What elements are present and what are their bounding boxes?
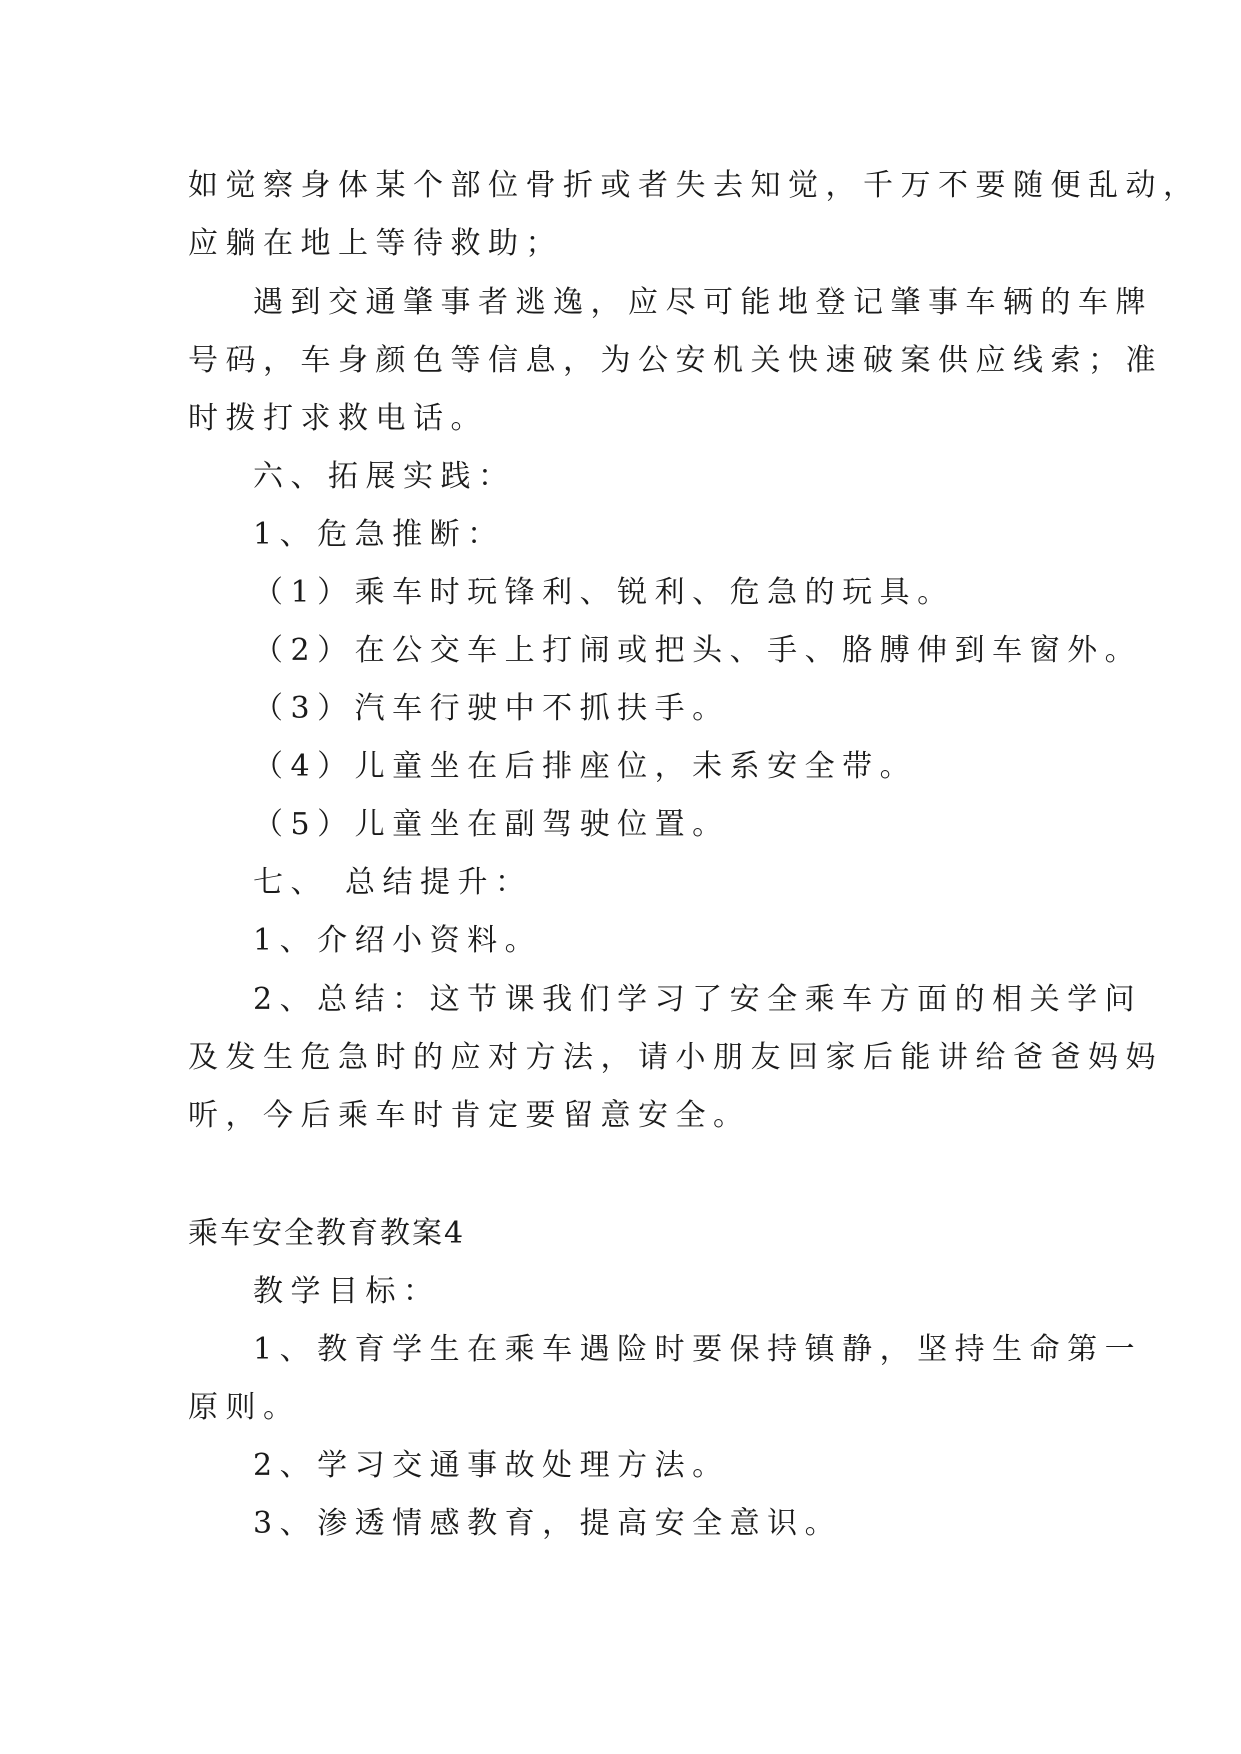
summary-item-2: 2、总结：这节课我们学习了安全乘车方面的相关学问 bbox=[253, 982, 1143, 1017]
list-item-4: （4）儿童坐在后排座位，未系安全带。 bbox=[253, 749, 918, 784]
section-heading-6: 六、拓展实践： bbox=[253, 459, 516, 494]
body-line-1: 如觉察身体某个部位骨折或者失去知觉，千万不要随便乱动， bbox=[188, 168, 1201, 203]
objective-3: 3、渗透情感教育，提高安全意识。 bbox=[253, 1506, 843, 1541]
section-heading-7: 七、 总结提升： bbox=[253, 865, 533, 900]
objective-1-cont: 原则。 bbox=[188, 1390, 301, 1425]
list-item-5: （5）儿童坐在副驾驶位置。 bbox=[253, 807, 730, 842]
lesson-title: 乘车安全教育教案4 bbox=[188, 1216, 466, 1251]
summary-item-2-cont-2: 听，今后乘车时肯定要留意安全。 bbox=[188, 1098, 751, 1133]
objective-2: 2、学习交通事故处理方法。 bbox=[253, 1448, 730, 1483]
list-item-3: （3）汽车行驶中不抓扶手。 bbox=[253, 691, 730, 726]
body-line-3: 遇到交通肇事者逃逸，应尽可能地登记肇事车辆的车牌 bbox=[253, 285, 1153, 320]
objective-1: 1、教育学生在乘车遇险时要保持镇静，坚持生命第一 bbox=[253, 1332, 1143, 1367]
list-item-1: （1）乘车时玩锋利、锐利、危急的玩具。 bbox=[253, 575, 955, 610]
objectives-heading: 教学目标： bbox=[253, 1274, 441, 1309]
body-line-4: 号码，车身颜色等信息，为公安机关快速破案供应线索；准 bbox=[188, 343, 1163, 378]
summary-item-2-cont-1: 及发生危急时的应对方法，请小朋友回家后能讲给爸爸妈妈 bbox=[188, 1040, 1163, 1075]
body-line-2: 应躺在地上等待救助； bbox=[188, 226, 563, 261]
body-line-5: 时拨打求救电话。 bbox=[188, 401, 488, 436]
summary-item-1: 1、介绍小资料。 bbox=[253, 923, 543, 958]
list-heading-1: 1、危急推断： bbox=[253, 517, 505, 552]
list-item-2: （2）在公交车上打闹或把头、手、胳膊伸到车窗外。 bbox=[253, 633, 1143, 668]
